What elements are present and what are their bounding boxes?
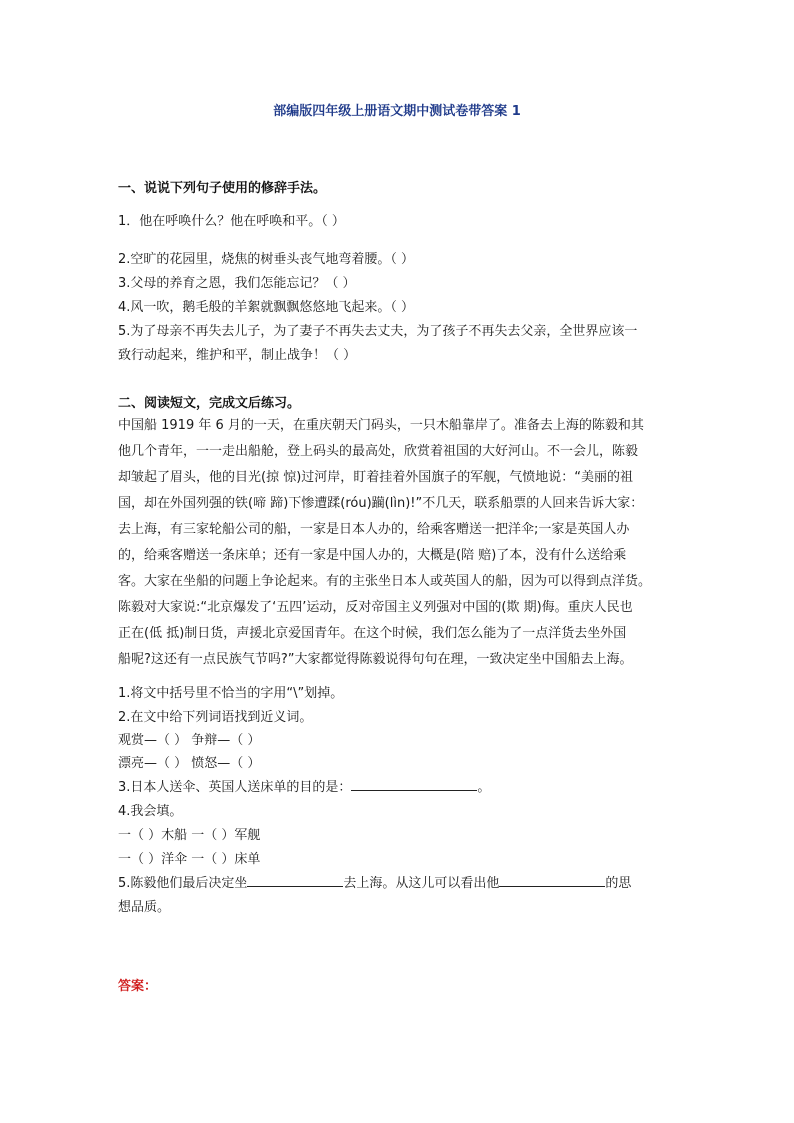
exercise-5-end: 的思 [605,876,632,891]
question-5-line-2: 致行动起来，维护和平，制止战争！（ ） [118,348,357,363]
passage-line: 船呢?这还有一点民族气节吗?”大家都觉得陈毅说得句句在理，一致决定坐中国船去上海。 [118,652,633,667]
passage-line: 去上海，有三家轮船公司的船，一家是日本人办的，给乘客赠送一把洋伞;一家是英国人办 [118,522,630,537]
exercise-5-prompt: 5.陈毅他们最后决定坐 [118,876,248,891]
question-1: 1．他在呼唤什么？他在呼唤和平。（ ） [118,214,345,229]
exercise-5-blank-1[interactable] [247,874,343,887]
exercise-3-blank[interactable] [351,778,477,791]
exercise-5-line-2: 想品质。 [118,900,171,915]
exercise-5 [118,872,631,891]
exercise-3 [118,776,490,795]
passage-line: 他几个青年，一一走出船舱，登上码头的最高处，欣赏着祖国的大好河山。不一会儿，陈毅 [118,444,639,459]
question-3: 3.父母的养育之恩，我们怎能忘记？（ ） [118,276,356,291]
section2-heading: 二、阅读短文，完成文后练习。 [118,396,301,411]
exercise-4-row-2: 一（ ）洋伞 一（ ）床单 [118,852,261,867]
exercise-2-row-1: 观赏—（ ） 争辩—（ ） [118,733,261,748]
section1-heading: 一、说说下列句子使用的修辞手法。 [118,181,327,196]
passage-line: 却皱起了眉头，他的目光(掠 惊)过河岸，盯着挂着外国旗子的军舰，气愤地说：“美丽的祖 [118,470,634,485]
exercise-5-blank-2[interactable] [499,874,605,887]
exercise-3-end: 。 [477,780,491,795]
exercise-1: 1.将文中括号里不恰当的字用“\”划掉。 [118,686,344,701]
passage-line: 客。大家在坐船的问题上争论起来。有的主张坐日本人或英国人的船，因为可以得到点洋货。 [118,574,652,589]
page-title: 部编版四年级上册语文期中测试卷带答案 1 [273,104,521,119]
question-2: 2.空旷的花园里，烧焦的树垂头丧气地弯着腰。（ ） [118,252,415,267]
question-4: 4.风一吹，鹅毛般的羊絮就飘飘悠悠地飞起来。（ ） [118,300,415,315]
answers-label: 答案： [118,979,158,994]
passage-line: 中国船 1919 年 6 月的一天，在重庆朝天门码头，一只木船靠岸了。准备去上海的陈毅和其 [118,418,644,433]
exercise-3-prompt: 3.日本人送伞、英国人送床单的目的是： [118,780,352,795]
exercise-2: 2.在文中给下列词语找到近义词。 [118,710,313,725]
question-5-line-1: 5.为了母亲不再失去儿子，为了妻子不再失去丈夫，为了孩子不再失去父亲，全世界应该一 [118,324,638,339]
exercise-5-middle: 去上海。从这儿可以看出他 [343,876,500,891]
passage-line: 正在(低 抵)制日货，声援北京爱国青年。在这个时候，我们怎么能为了一点洋货去坐外国 [118,626,627,641]
exercise-2-row-2: 漂亮—（ ） 愤怒—（ ） [118,756,261,771]
exercise-4-row-1: 一（ ）木船 一（ ）军舰 [118,828,261,843]
passage-line: 陈毅对大家说:“北京爆发了‘五四’运动，反对帝国主义列强对中国的(欺 期)侮。重庆人民也 [118,600,633,615]
passage-line: 的，给乘客赠送一条床单；还有一家是中国人办的，大概是(陪 赔)了本，没有什么送给乘 [118,548,627,563]
passage-line: 国，却在外国列强的铁(啼 蹄)下惨遭蹂(róu)躏(lìn)!”不几天，联系船票的人回来告诉大家： [118,496,644,511]
exercise-4: 4.我会填。 [118,804,183,819]
